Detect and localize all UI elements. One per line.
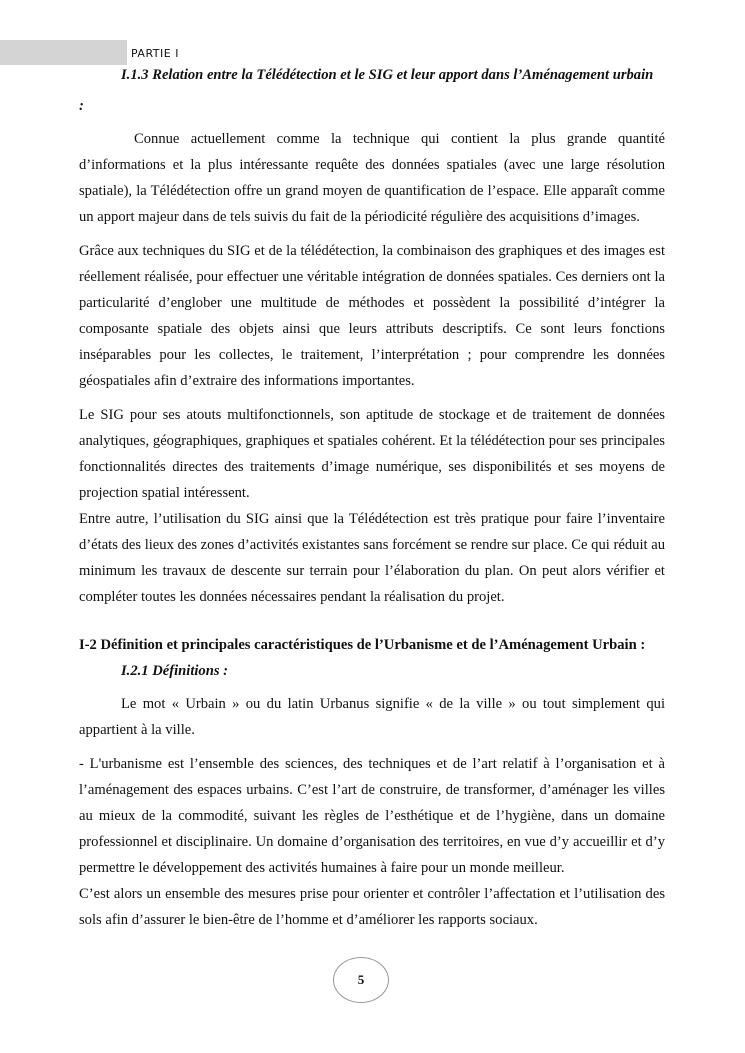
paragraph-urbain: Le mot « Urbain » ou du latin Urbanus signifie « de la ville » ou tout simplement qui appartient à la ville. [79, 696, 665, 738]
paragraph-sig-techniques: Grâce aux techniques du SIG et de la télédétection, la combinaison des graphiques et des images est réellement réalisée, pour effectuer une véritable intégration de données spatiales. Ces derniers ont la particularité d’englober une multitude de méthodes et possèdent la possibilité d’intégrer la composante spatiale des objets ainsi que leurs attributs descriptifs. Ce sont leurs fonctions inséparables pour les collectes, le traitement, l’interprétation ; pour comprendre les données géospatiales afin d’extraire des informations importantes. [79, 243, 665, 389]
page-number: 5 [333, 957, 389, 1003]
paragraph-mesures: C’est alors un ensemble des mesures prise pour orienter et contrôler l’affectation et l’utilisation des sols afin d’assurer le bien-être de l’homme et d’améliorer les rapports sociaux. [79, 886, 665, 928]
section-heading-1-1-3: I.1.3 Relation entre la Télédétection et le SIG et leur apport dans l’Aménagement urbain [121, 67, 654, 83]
page-content [79, 62, 665, 933]
part-label: PARTIE I [131, 47, 179, 60]
section-heading-colon: : [79, 98, 84, 114]
section-heading-2-1: I.2.1 Définitions : [121, 663, 229, 679]
paragraph-inventaire: Entre autre, l’utilisation du SIG ainsi que la Télédétection est très pratique pour faire l’inventaire d’états des lieux des zones d’activités existantes sans forcément se rendre sur place. Ce qui réduit au minimum les travaux de descente sur terrain pour l’élaboration du plan. On peut alors vérifier et compléter toutes les données nécessaires pendant la réalisation du projet. [79, 511, 665, 605]
paragraph-sig-atouts: Le SIG pour ses atouts multifonctionnels, son aptitude de stockage et de traitement de données analytiques, géographiques, graphiques et spatiales cohérent. Et la télédétection pour ses principales fonctionnalités directes des traitements d’image numérique, ses disponibilités et ses moyens de projection spatial intéressent. [79, 407, 665, 501]
paragraph-urbanisme: - L'urbanisme est l’ensemble des sciences, des techniques et de l’art relatif à l’organisation et à l’aménagement des espaces urbains. C’est l’art de construire, de transformer, d’aménager les villes au mieux de la commodité, suivant les règles de l’esthétique et de l’hygiène, dans un domaine professionnel et disciplinaire. Un domaine d’organisation des territoires, en vue d’y accueillir et d’y permettre le développement des activités humaines à faire pour un monde meilleur. [79, 756, 665, 876]
section-heading-i-2: I-2 Définition et principales caractéristiques de l’Urbanisme et de l’Aménagement Urbain : [79, 637, 646, 653]
paragraph-teledetection: Connue actuellement comme la technique qui contient la plus grande quantité d’informations et la plus intéressante requête des données spatiales (avec une large résolution spatiale), la Télédétection offre un grand moyen de quantification de l’espace. Elle apparaît comme un apport majeur dans de tels suivis du fait de la périodicité régulière des acquisitions d’images. [79, 131, 665, 225]
